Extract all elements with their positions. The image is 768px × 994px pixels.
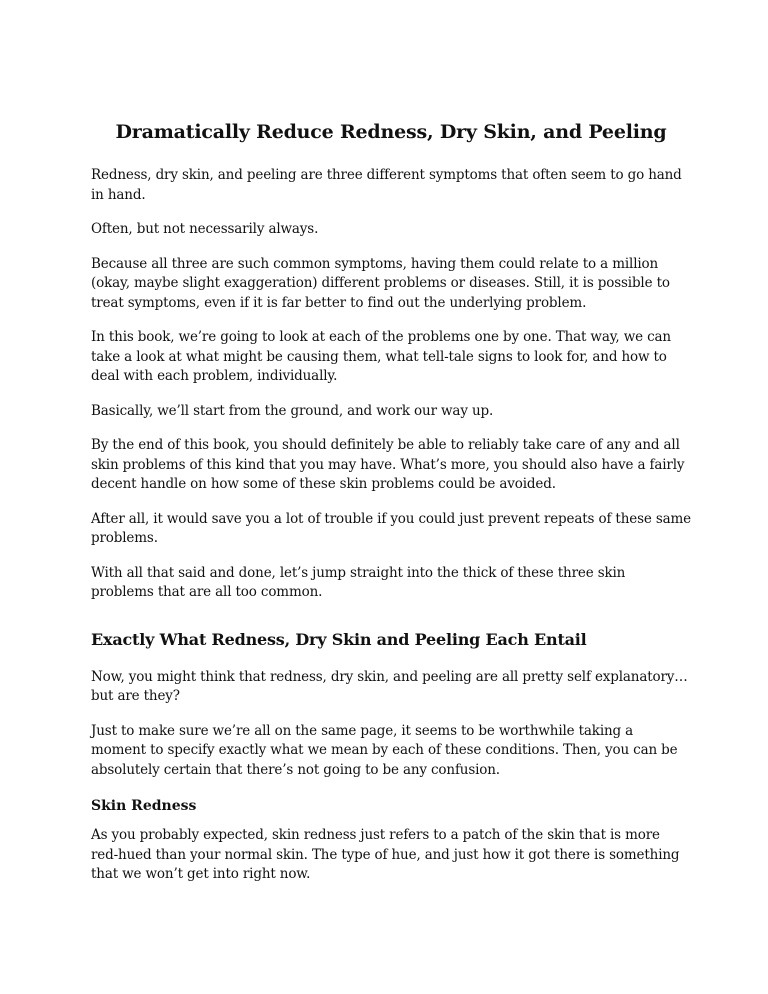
subsection-heading: Skin Redness [91, 798, 197, 814]
intro-paragraph-8: With all that said and done, let’s jump straight into the thick of these three skin problems that are all too common. [91, 564, 626, 600]
subsection-paragraph-1: As you probably expected, skin redness just refers to a patch of the skin that is more red-hued than your normal skin. The type of hue, and just how it got there is something that we won’t get into right now. [91, 827, 680, 882]
document-page [91, 118, 691, 900]
intro-paragraph-2: Often, but not necessarily always. [91, 221, 319, 237]
intro-paragraph-5: Basically, we’ll start from the ground, and work our way up. [91, 402, 494, 419]
intro-paragraph-3: Because all three are such common symptoms, having them could relate to a million (okay, maybe slight exaggeration) different problems or diseases. Still, it is possible to treat symptoms, even if it is far better to find out the underlying problem. [91, 255, 670, 311]
intro-paragraph-4: In this book, we’re going to look at each of the problems one by one. That way, we can take a look at what might be causing them, what tell-tale signs to look for, and how to deal with each problem, individually. [91, 329, 671, 384]
intro-paragraph-7: After all, it would save you a lot of trouble if you could just prevent repeats of these same problems. [91, 510, 692, 546]
section-paragraph-1: Now, you might think that redness, dry skin, and peeling are all pretty self explanatory… but are they? [91, 668, 688, 704]
intro-paragraph-1: Redness, dry skin, and peeling are three different symptoms that often seem to go hand in hand. [91, 167, 682, 203]
section-heading: Exactly What Redness, Dry Skin and Peeling Each Entail [91, 629, 587, 649]
intro-paragraph-6: By the end of this book, you should definitely be able to reliably take care of any and all skin problems of this kind that you may have. What’s more, you should also have a fairly decent handle on how some of these skin problems could be avoided. [91, 437, 685, 492]
document-title: Dramatically Reduce Redness, Dry Skin, and Peeling [115, 121, 667, 143]
section-paragraph-2: Just to make sure we’re all on the same page, it seems to be worthwhile taking a moment to specify exactly what we mean by each of these conditions. Then, you can be absolutely certain that there’s not going to be any confusion. [91, 722, 678, 778]
